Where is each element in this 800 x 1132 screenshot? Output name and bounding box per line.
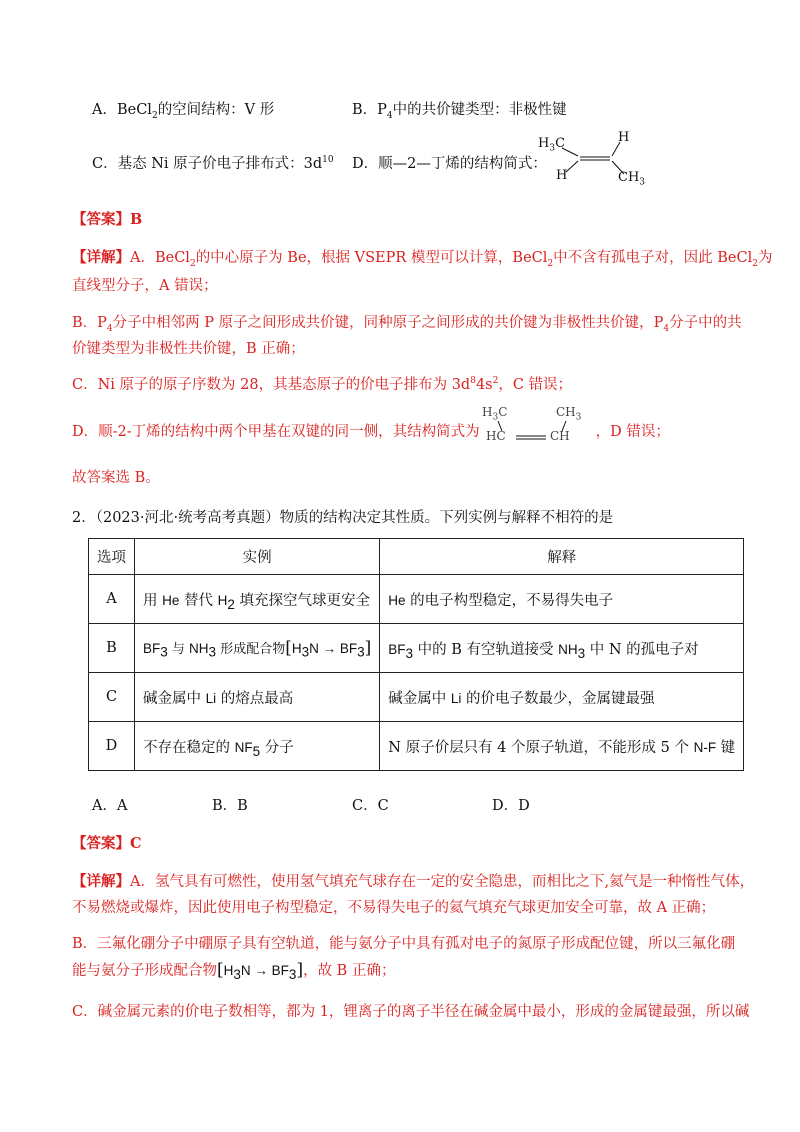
struct-ch3: $CH_3$ — [618, 170, 646, 188]
detail-1-conclusion: 故答案选 B。 — [72, 470, 160, 486]
option-b[interactable]: B．$P_4$中的共价键类型：非极性键 — [352, 102, 567, 121]
row-example: 碱金属中 Li 的熔点最高 — [135, 673, 380, 722]
butene-structure — [538, 130, 648, 190]
question-2-stem: 2．（2023·河北·统考高考真题）物质的结构决定其性质。下列实例与解释不相符的是 — [72, 510, 614, 526]
choice-c[interactable]: C．C — [352, 798, 389, 814]
struct-h3c: $H_3C$ — [538, 136, 566, 154]
detail-2-b-line1: B．三氟化硼分子中硼原子具有空轨道，能与氨分子中具有孤对电子的氮原子形成配位键，所以三氟化硼 — [72, 936, 736, 952]
choice-b[interactable]: B．B — [212, 798, 248, 814]
detail-1-b-line1: B．$P_4$分子中相邻两 P 原子之间形成共价键，同种原子之间形成的共价键为非极性共价键，$P_4$分子中的共 — [72, 315, 742, 334]
detail-1-c-line: C．Ni 原子的原子序数为 28，其基态原子的价电子排布为 $3d^84s^2$，C 错误； — [72, 376, 573, 393]
option-c[interactable]: C．基态 Ni 原子价电子排布式：$3d^{10}$ — [92, 155, 334, 172]
table-row — [89, 722, 744, 771]
cis-ch3: $CH_3$ — [556, 405, 582, 423]
choice-a[interactable]: A．A — [92, 798, 128, 814]
row-explanation: 碱金属中 Li 的价电子数最少，金属键最强 — [380, 673, 744, 722]
row-option: C — [89, 673, 135, 722]
struct-h-bottom: H — [556, 168, 568, 183]
row-explanation: N 原子价层只有 4 个原子轨道，不能形成 5 个 N-F 键 — [380, 722, 744, 771]
table-row — [89, 624, 744, 673]
cis-hc: HC — [486, 429, 506, 443]
cis-h3c: $H_3C$ — [482, 405, 508, 423]
row-option: B — [89, 624, 135, 673]
table-header: 选项 — [89, 539, 135, 575]
table-row — [89, 575, 744, 624]
table-header: 实例 — [135, 539, 380, 575]
struct-h-top: H — [618, 130, 630, 145]
answer-1: 【答案】B — [72, 211, 143, 228]
row-option: D — [89, 722, 135, 771]
detail-2-a-line2: 不易燃烧或爆炸，因此使用电子构型稳定，不易得失电子的氦气填充气球更加安全可靠，故 A 正确； — [72, 900, 716, 916]
choice-d[interactable]: D．D — [492, 798, 530, 814]
detail-2-a-line1: 【详解】A．氢气具有可燃性，使用氢气填充气球存在一定的安全隐患，而相比之下,氦气是一种惰性气体， — [72, 873, 755, 890]
detail-2-b-line2: 能与氨分子形成配合物$[H_3N \to BF_3]$，故 B 正确； — [72, 960, 396, 982]
row-example: 不存在稳定的 $NF_5$ 分子 — [135, 722, 380, 771]
table-header: 解释 — [380, 539, 744, 575]
question-2-table — [88, 538, 744, 771]
detail-1-b-line2: 价键类型为非极性共价键，B 正确； — [72, 341, 305, 357]
option-a[interactable]: A．BeCl$_2$的空间结构：V 形 — [92, 102, 275, 121]
row-example: $BF_3$ 与 $NH_3$ 形成配合物$[H_3N \to BF_3]$ — [135, 624, 380, 673]
cis-ch: CH — [550, 429, 570, 443]
table-row — [89, 673, 744, 722]
row-option: A — [89, 575, 135, 624]
detail-2-c-line1: C．碱金属元素的价电子数相等，都为 1，锂离子的离子半径在碱金属中最小，形成的金属键最强，所以碱 — [72, 1004, 750, 1020]
answer-2: 【答案】C — [72, 835, 142, 852]
detail-1-a-line1: 【详解】A．BeCl$_2$的中心原子为 Be，根据 VSEPR 模型可以计算，BeCl$_2$中不含有孤电子对，因此 BeCl$_2$为 — [72, 249, 773, 269]
cis-butene-structure — [480, 405, 592, 449]
row-explanation: He 的电子构型稳定，不易得失电子 — [380, 575, 744, 624]
table-header-row — [89, 539, 744, 575]
row-explanation: $BF_3$ 中的 B 有空轨道接受 $NH_3$ 中 N 的孤电子对 — [380, 624, 744, 673]
row-example: 用 He 替代 $H_2$ 填充探空气球更安全 — [135, 575, 380, 624]
detail-1-d-line: D．顺-2-丁烯的结构中两个甲基在双键的同一侧，其结构简式为 ，D 错误； — [72, 424, 670, 440]
option-d[interactable]: D．顺—2—丁烯的结构简式： — [352, 156, 547, 172]
detail-1-a-line2: 直线型分子，A 错误； — [72, 278, 218, 294]
